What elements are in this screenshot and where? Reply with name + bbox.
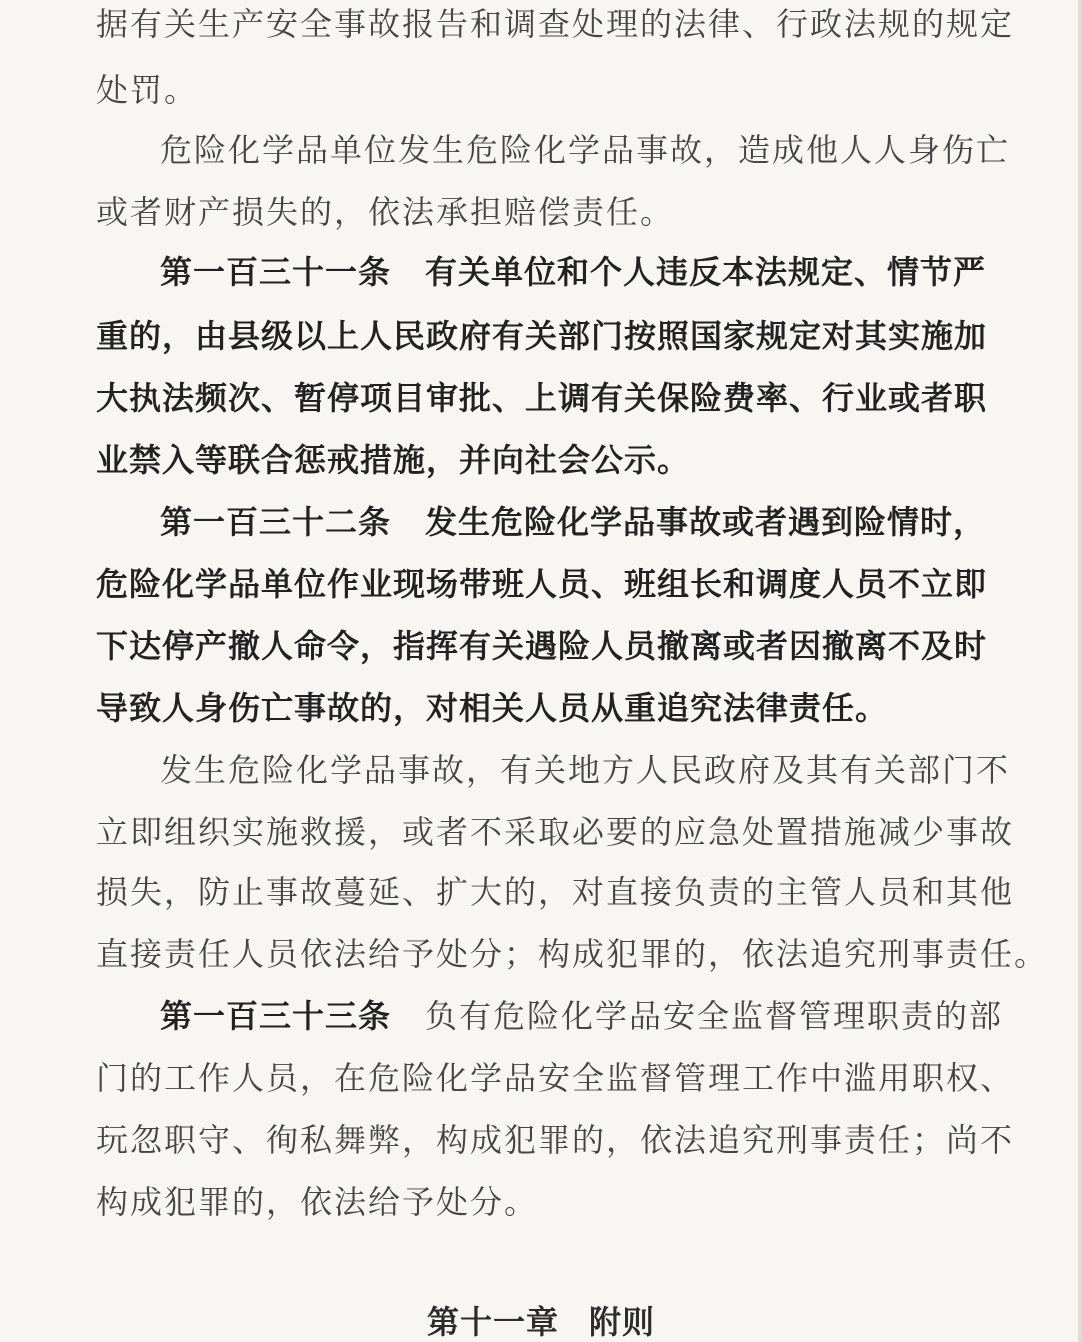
text-line: 发生危险化学品事故，有关地方人民政府及其有关部门不 (160, 751, 1011, 789)
text-line: 导致人身伤亡事故的，对相关人员从重追究法律责任。 (96, 689, 889, 727)
article-text: 发生危险化学品事故或者遇到险情时， (425, 503, 987, 541)
article-text: 负有危险化学品安全监督管理职责的部 (425, 997, 1004, 1035)
text-line: 危险化学品单位发生危险化学品事故，造成他人人身伤亡 (160, 131, 1011, 169)
article-number: 第一百三十三条 (160, 997, 392, 1035)
text-line: 大执法频次、暂停项目审批、上调有关保险费率、行业或者职 (96, 379, 988, 417)
page-edge (1078, 0, 1082, 1342)
chapter-heading (0, 1302, 1082, 1342)
chapter-title: 附则 (589, 1303, 656, 1341)
text-line: 门的工作人员，在危险化学品安全监督管理工作中滥用职权、 (96, 1059, 1015, 1097)
text-line: 危险化学品单位作业现场带班人员、班组长和调度人员不立即 (96, 565, 988, 603)
text-line: 据有关生产安全事故报告和调查处理的法律、行政法规的规定 (96, 5, 1015, 43)
text-line: 损失，防止事故蔓延、扩大的，对直接负责的主管人员和其他 (96, 873, 1015, 911)
article-number: 第一百三十二条 (160, 503, 392, 541)
article-number: 第一百三十一条 (160, 253, 392, 291)
article-text: 有关单位和个人违反本法规定、情节严 (425, 253, 987, 291)
text-line: 或者财产损失的，依法承担赔偿责任。 (96, 193, 675, 231)
text-line: 重的，由县级以上人民政府有关部门按照国家规定对其实施加 (96, 317, 988, 355)
article-132-first-line (160, 502, 991, 542)
article-133-first-line (160, 996, 1004, 1036)
text-line: 下达停产撤人命令，指挥有关遇险人员撤离或者因撤离不及时 (96, 627, 988, 665)
text-line: 处罚。 (96, 71, 199, 109)
chapter-number: 第十一章 (426, 1303, 559, 1341)
article-131-first-line (160, 252, 991, 292)
text-line: 构成犯罪的，依法给予处分。 (96, 1183, 539, 1221)
text-line: 业禁入等联合惩戒措施，并向社会公示。 (96, 441, 691, 479)
text-line: 立即组织实施救援，或者不采取必要的应急处置措施减少事故 (96, 813, 1015, 851)
text-line: 直接责任人员依法给予处分；构成犯罪的，依法追究刑事责任。 (96, 935, 1049, 973)
text-line: 玩忽职守、徇私舞弊，构成犯罪的，依法追究刑事责任；尚不 (96, 1121, 1015, 1159)
